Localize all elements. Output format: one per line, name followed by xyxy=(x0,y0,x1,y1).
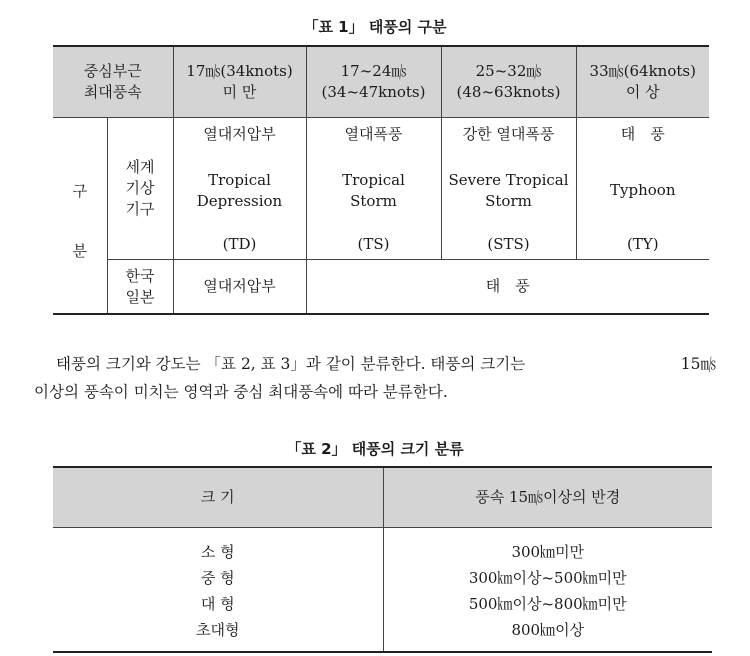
header-under-17: 17㎧(34knots) 미 만 xyxy=(173,46,306,118)
radius-large: 500㎞이상~800㎞미만 xyxy=(468,595,627,613)
header-25-32: 25~32㎧ (48~63knots) xyxy=(441,46,576,118)
korea-japan-row xyxy=(53,260,709,315)
wmo-sts-cell: 강한 열대폭풍 Severe Tropical Storm (STS) xyxy=(441,118,576,260)
header-size: 크 기 xyxy=(53,467,383,528)
header-radius: 풍속 15㎧이상의 반경 xyxy=(383,467,712,528)
typhoon-classification-table xyxy=(53,45,709,315)
table2-body-row xyxy=(53,528,712,653)
table1-caption: 「표 1」 태풍의 구분 xyxy=(303,18,447,36)
kj-ty-cell: 태 풍 xyxy=(306,260,709,315)
size-large: 대 형 xyxy=(200,595,235,613)
paragraph-line1: 태풍의 크기와 강도는 「표 2, 표 3」과 같이 분류한다. 태풍의 크기는 15㎧ xyxy=(56,355,716,373)
typhoon-size-table xyxy=(53,466,712,653)
radius-small: 300㎞미만 xyxy=(511,543,585,561)
radius-medium: 300㎞이상~500㎞미만 xyxy=(468,569,627,587)
table2-header-row xyxy=(53,467,712,528)
size-medium: 중 형 xyxy=(200,569,235,587)
size-column xyxy=(53,528,383,653)
table1-header-row xyxy=(53,46,709,118)
table2-caption: 「표 2」 태풍의 크기 분류 xyxy=(286,440,464,458)
kj-td-cell: 열대저압부 xyxy=(173,260,306,315)
wmo-ts-cell: 열대폭풍 Tropical Storm (TS) xyxy=(306,118,441,260)
section-label: 구 분 xyxy=(72,181,87,260)
size-very-large: 초대형 xyxy=(196,621,240,639)
size-small: 소 형 xyxy=(200,543,235,561)
header-max-wind: 중심부근 최대풍속 xyxy=(53,46,173,118)
header-17-24: 17~24㎧ (34~47knots) xyxy=(306,46,441,118)
paragraph-line2: 이상의 풍속이 미치는 영역과 중심 최대풍속에 따라 분류한다. xyxy=(34,383,448,401)
header-over-33: 33㎧(64knots) 이 상 xyxy=(576,46,709,118)
wmo-td-cell: 열대저압부 Tropical Depression (TD) xyxy=(173,118,306,260)
wmo-ty-cell: 태 풍 Typhoon (TY) xyxy=(576,118,709,260)
korea-japan-label: 한국 일본 xyxy=(107,260,173,315)
wmo-label: 세계 기상 기구 xyxy=(107,118,173,260)
wmo-row xyxy=(53,118,709,260)
radius-column xyxy=(383,528,712,653)
radius-very-large: 800㎞이상 xyxy=(511,621,585,639)
